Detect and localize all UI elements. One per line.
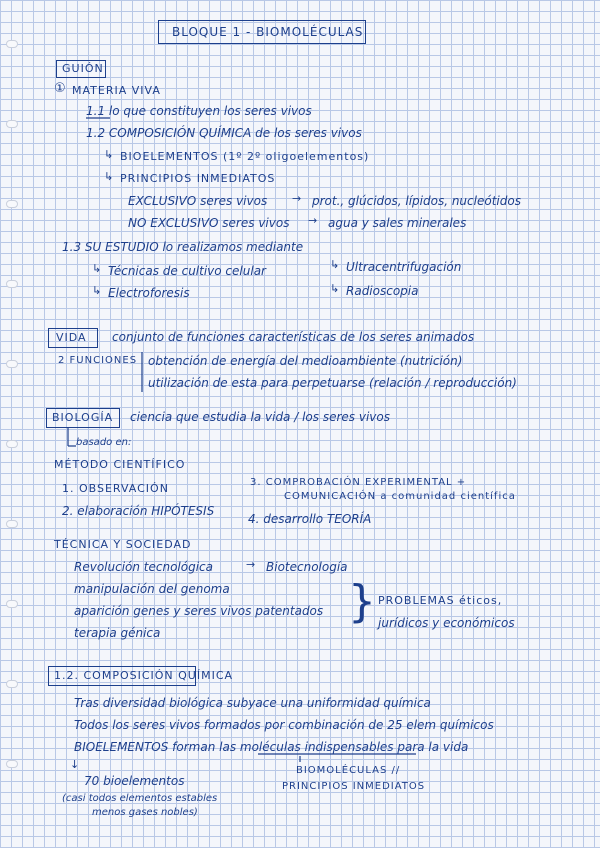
right-arrow-icon: → — [308, 214, 319, 227]
biomoleculas-label: BIOMOLÉCULAS // — [296, 765, 401, 776]
composicion-bullet-3: BIOELEMENTOS forman las moléculas indispensables para la vida — [74, 740, 469, 754]
biologia-definition: ciencia que estudia la vida / los seres vivos — [130, 410, 390, 424]
brace-icon: } — [348, 576, 376, 627]
page-title: BLOQUE 1 - BIOMOLÉCULAS — [172, 25, 364, 39]
arrow-icon: ↳ — [92, 284, 103, 297]
biologia-label: BIOLOGÍA — [52, 411, 114, 424]
metodo-cientifico: MÉTODO CIENTÍFICO — [54, 458, 186, 471]
problemas-2: jurídicos y económicos — [378, 616, 515, 630]
materia-viva-heading: MATERIA VIVA — [72, 84, 161, 97]
paso-1: 1. OBSERVACIÓN — [62, 482, 169, 495]
no-exclusivo-list: agua y sales minerales — [328, 216, 467, 230]
tecnica-cultivo: Técnicas de cultivo celular — [108, 264, 266, 278]
tecnica-radioscopia: Radioscopia — [346, 284, 419, 298]
aparicion-genes: aparición genes y seres vivos patentados — [74, 604, 324, 618]
composicion-bullet-2: Todos los seres vivos formados por combinación de 25 elem químicos — [74, 718, 494, 732]
exclusivo-label: EXCLUSIVO seres vivos — [128, 194, 268, 208]
paso-4: 4. desarrollo TEORÍA — [248, 512, 372, 526]
principios-line: PRINCIPIOS INMEDIATOS — [120, 172, 276, 185]
arrow-icon: ↳ — [104, 148, 115, 161]
bioelementos-line: BIOELEMENTOS (1º 2º oligoelementos) — [120, 150, 370, 163]
problemas-1: PROBLEMAS éticos, — [378, 594, 503, 607]
item-1-1: 1.1 lo que constituyen los seres vivos — [86, 104, 312, 118]
nota-2: menos gases nobles) — [92, 807, 198, 818]
paso-3-cont: COMUNICACIÓN a comunidad científica — [284, 491, 516, 502]
guion-label: GUIÓN — [62, 62, 104, 75]
composicion-heading: 1.2. COMPOSICIÓN QUÍMICA — [54, 669, 234, 682]
basado-en: basado en: — [76, 437, 132, 448]
funcion-1: obtención de energía del medioambiente (nutrición) — [148, 354, 463, 368]
bullet-revolucion: Revolución tecnológica — [74, 560, 214, 574]
composicion-bullet-1: Tras diversidad biológica subyace una uniformidad química — [74, 696, 431, 710]
paso-2: 2. elaboración HIPÓTESIS — [62, 504, 215, 518]
down-arrow-icon: ↓ — [70, 758, 81, 771]
tecnica-electroforesis: Electroforesis — [108, 286, 190, 300]
no-exclusivo-label: NO EXCLUSIVO seres vivos — [128, 216, 290, 230]
arrow-icon: ↳ — [104, 170, 115, 183]
setenta-bioelementos: 70 bioelementos — [84, 774, 185, 788]
vida-label: VIDA — [56, 331, 87, 344]
tecnica-ultracentrifugacion: Ultracentrifugación — [346, 260, 462, 274]
section-number-1: ① — [54, 81, 67, 96]
manipulacion-genoma: manipulación del genoma — [74, 582, 230, 596]
dos-funciones: 2 FUNCIONES — [58, 355, 138, 366]
arrow-icon: ↳ — [92, 262, 103, 275]
exclusivo-list: prot., glúcidos, lípidos, nucleótidos — [312, 194, 521, 208]
arrow-icon: ↳ — [330, 282, 341, 295]
tecnica-sociedad-heading: TÉCNICA Y SOCIEDAD — [54, 538, 192, 551]
item-1-2: 1.2 COMPOSICIÓN QUÍMICA de los seres vivos — [86, 126, 362, 140]
vida-definition: conjunto de funciones características de los seres animados — [112, 330, 475, 344]
arrow-icon: ↳ — [330, 258, 341, 271]
biotecnologia: Biotecnología — [266, 560, 348, 574]
right-arrow-icon: → — [246, 558, 257, 571]
funcion-2: utilización de esta para perpetuarse (relación / reproducción) — [148, 376, 517, 390]
right-arrow-icon: → — [292, 192, 303, 205]
principios-inmediatos-label: PRINCIPIOS INMEDIATOS — [282, 781, 426, 792]
paso-3: 3. COMPROBACIÓN EXPERIMENTAL + — [250, 477, 467, 488]
nota-1: (casi todos elementos estables — [62, 793, 218, 804]
item-1-3: 1.3 SU ESTUDIO lo realizamos mediante — [62, 240, 304, 254]
terapia-genica: terapia génica — [74, 626, 161, 640]
